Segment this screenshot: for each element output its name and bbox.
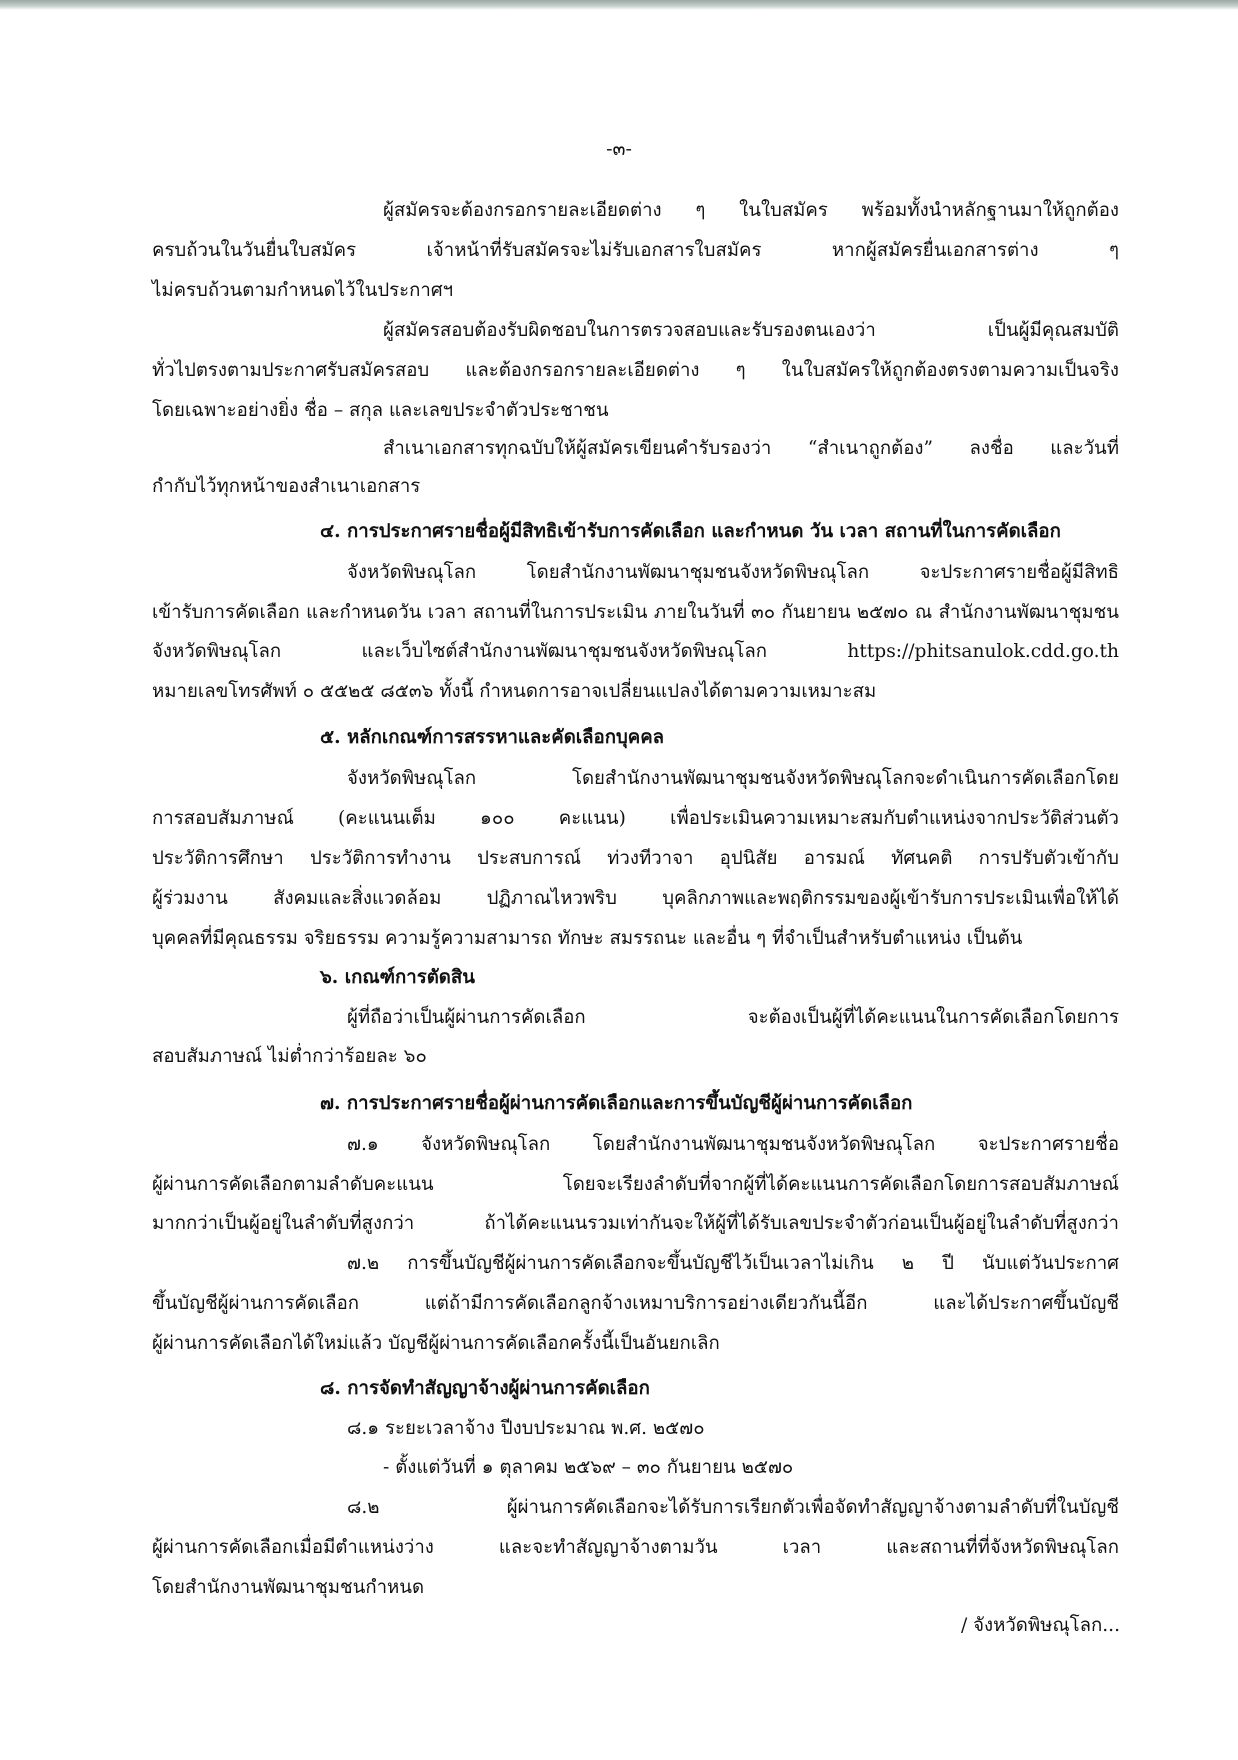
paragraph-line: ไม่ครบถ้วนตามกำหนดไว้ในประกาศฯ — [152, 280, 454, 301]
paragraph-line: โดยเฉพาะอย่างยิ่ง ชื่อ – สกุล และเลขประจำตัวประชาชน — [152, 400, 609, 421]
paragraph-line: ผู้สมัครสอบต้องรับผิดชอบในการตรวจสอบและรับรองตนเองว่า เป็นผู้มีคุณสมบัติ — [383, 320, 1119, 341]
paragraph-line: ครบถ้วนในวันยื่นใบสมัคร เจ้าหน้าที่รับสมัครจะไม่รับเอกสารใบสมัคร หากผู้สมัครยื่นเอกสารต่าง ๆ — [152, 240, 1119, 261]
paragraph-line: เข้ารับการคัดเลือก และกำหนดวัน เวลา สถานที่ในการประเมิน ภายในวันที่ ๓๐ กันยายน ๒๕๗๐ ณ สำนักงานพัฒนาชุมชน — [152, 602, 1119, 623]
paragraph-line: กำกับไว้ทุกหน้าของสำเนาเอกสาร — [152, 476, 421, 497]
paragraph-line: หมายเลขโทรศัพท์ ๐ ๕๕๒๕ ๘๕๓๖ ทั้งนี้ กำหนดการอาจเปลี่ยนแปลงได้ตามความเหมาะสม — [152, 681, 877, 702]
paragraph-line: การสอบสัมภาษณ์ (คะแนนเต็ม ๑๐๐ คะแนน) เพื่อประเมินความเหมาะสมกับตำแหน่งจากประวัติส่วนตัว — [152, 808, 1119, 829]
paragraph-line: ผู้ผ่านการคัดเลือกตามลำดับคะแนน โดยจะเรียงลำดับที่จากผู้ที่ได้คะแนนการคัดเลือกโดยการสอบสัมภาษณ์ — [152, 1174, 1119, 1195]
paragraph-line: ทั่วไปตรงตามประกาศรับสมัครสอบ และต้องกรอกรายละเอียดต่าง ๆ ในใบสมัครให้ถูกต้องตรงตามความเป็นจริง — [152, 360, 1119, 381]
section-4-heading: ๔. การประกาศรายชื่อผู้มีสิทธิเข้ารับการคัดเลือก และกำหนด วัน เวลา สถานที่ในการคัดเลือก — [320, 521, 1061, 542]
page-number: -๓- — [606, 138, 632, 160]
paragraph-line: ผู้ผ่านการคัดเลือกเมื่อมีตำแหน่งว่าง และจะทำสัญญาจ้างตามวัน เวลา และสถานที่ที่จังหวัดพิษณุโลก — [152, 1537, 1119, 1558]
paragraph-line: สอบสัมภาษณ์ ไม่ต่ำกว่าร้อยละ ๖๐ — [152, 1046, 427, 1067]
paragraph-line: จังหวัดพิษณุโลก โดยสำนักงานพัฒนาชุมชนจังหวัดพิษณุโลกจะดำเนินการคัดเลือกโดย — [347, 768, 1119, 789]
scan-edge — [0, 0, 1238, 10]
continuation-footer: / จังหวัดพิษณุโลก... — [960, 1615, 1120, 1636]
paragraph-line: บุคคลที่มีคุณธรรม จริยธรรม ความรู้ความสามารถ ทักษะ สมรรถนะ และอื่น ๆ ที่จำเป็นสำหรับตำแหน่ง เป็นต้น — [152, 928, 1023, 949]
paragraph-line: จังหวัดพิษณุโลก โดยสำนักงานพัฒนาชุมชนจังหวัดพิษณุโลก จะประกาศรายชื่อผู้มีสิทธิ — [347, 562, 1119, 583]
paragraph-line: ๘.๑ ระยะเวลาจ้าง ปีงบประมาณ พ.ศ. ๒๕๗๐ — [347, 1418, 705, 1439]
paragraph-line: มากกว่าเป็นผู้อยู่ในลำดับที่สูงกว่า ถ้าได้คะแนนรวมเท่ากันจะให้ผู้ที่ได้รับเลขประจำตัวก่อนเป็นผู้อยู่ในลำดับที่สูงกว่า — [152, 1213, 1119, 1234]
section-5-heading: ๕. หลักเกณฑ์การสรรหาและคัดเลือกบุคคล — [320, 727, 665, 748]
paragraph-line: ผู้ร่วมงาน สังคมและสิ่งแวดล้อม ปฏิภาณไหวพริบ บุคลิกภาพและพฤติกรรมของผู้เข้ารับการประเมินเพื่อให้ได้ — [152, 888, 1119, 909]
section-6-heading: ๖. เกณฑ์การตัดสิน — [320, 967, 475, 988]
paragraph-line: ๗.๒ การขึ้นบัญชีผู้ผ่านการคัดเลือกจะขึ้นบัญชีไว้เป็นเวลาไม่เกิน ๒ ปี นับแต่วันประกาศ — [347, 1253, 1119, 1274]
paragraph-line: ผู้ผ่านการคัดเลือกได้ใหม่แล้ว บัญชีผู้ผ่านการคัดเลือกครั้งนี้เป็นอันยกเลิก — [152, 1333, 720, 1354]
paragraph-line: ๘.๒ ผู้ผ่านการคัดเลือกจะได้รับการเรียกตัวเพื่อจัดทำสัญญาจ้างตามลำดับที่ในบัญชี — [347, 1497, 1119, 1518]
paragraph-line: ผู้ที่ถือว่าเป็นผู้ผ่านการคัดเลือก จะต้องเป็นผู้ที่ได้คะแนนในการคัดเลือกโดยการ — [347, 1007, 1119, 1028]
paragraph-line: - ตั้งแต่วันที่ ๑ ตุลาคม ๒๕๖๙ – ๓๐ กันยายน ๒๕๗๐ — [383, 1457, 794, 1478]
section-7-heading: ๗. การประกาศรายชื่อผู้ผ่านการคัดเลือกและการขึ้นบัญชีผู้ผ่านการคัดเลือก — [320, 1093, 913, 1114]
paragraph-line: ขึ้นบัญชีผู้ผ่านการคัดเลือก แต่ถ้ามีการคัดเลือกลูกจ้างเหมาบริการอย่างเดียวกันนี้อีก และได้ประกาศขึ้นบัญชี — [152, 1293, 1119, 1314]
paragraph-line: ประวัติการศึกษา ประวัติการทำงาน ประสบการณ์ ท่วงทีวาจา อุปนิสัย อารมณ์ ทัศนคติ การปรับตัวเข้ากับ — [152, 848, 1119, 869]
paragraph-line: จังหวัดพิษณุโลก และเว็บไซต์สำนักงานพัฒนาชุมชนจังหวัดพิษณุโลก https://phitsanulok.cdd.go.th — [152, 641, 1119, 662]
paragraph-line: สำเนาเอกสารทุกฉบับให้ผู้สมัครเขียนคำรับรองว่า “สำเนาถูกต้อง” ลงชื่อ และวันที่ — [383, 438, 1119, 459]
paragraph-line: ผู้สมัครจะต้องกรอกรายละเอียดต่าง ๆ ในใบสมัคร พร้อมทั้งนำหลักฐานมาให้ถูกต้อง — [383, 200, 1119, 221]
paragraph-line: ๗.๑ จังหวัดพิษณุโลก โดยสำนักงานพัฒนาชุมชนจังหวัดพิษณุโลก จะประกาศรายชื่อ — [347, 1134, 1119, 1155]
section-8-heading: ๘. การจัดทำสัญญาจ้างผู้ผ่านการคัดเลือก — [320, 1378, 650, 1399]
paragraph-line: โดยสำนักงานพัฒนาชุมชนกำหนด — [152, 1577, 425, 1598]
